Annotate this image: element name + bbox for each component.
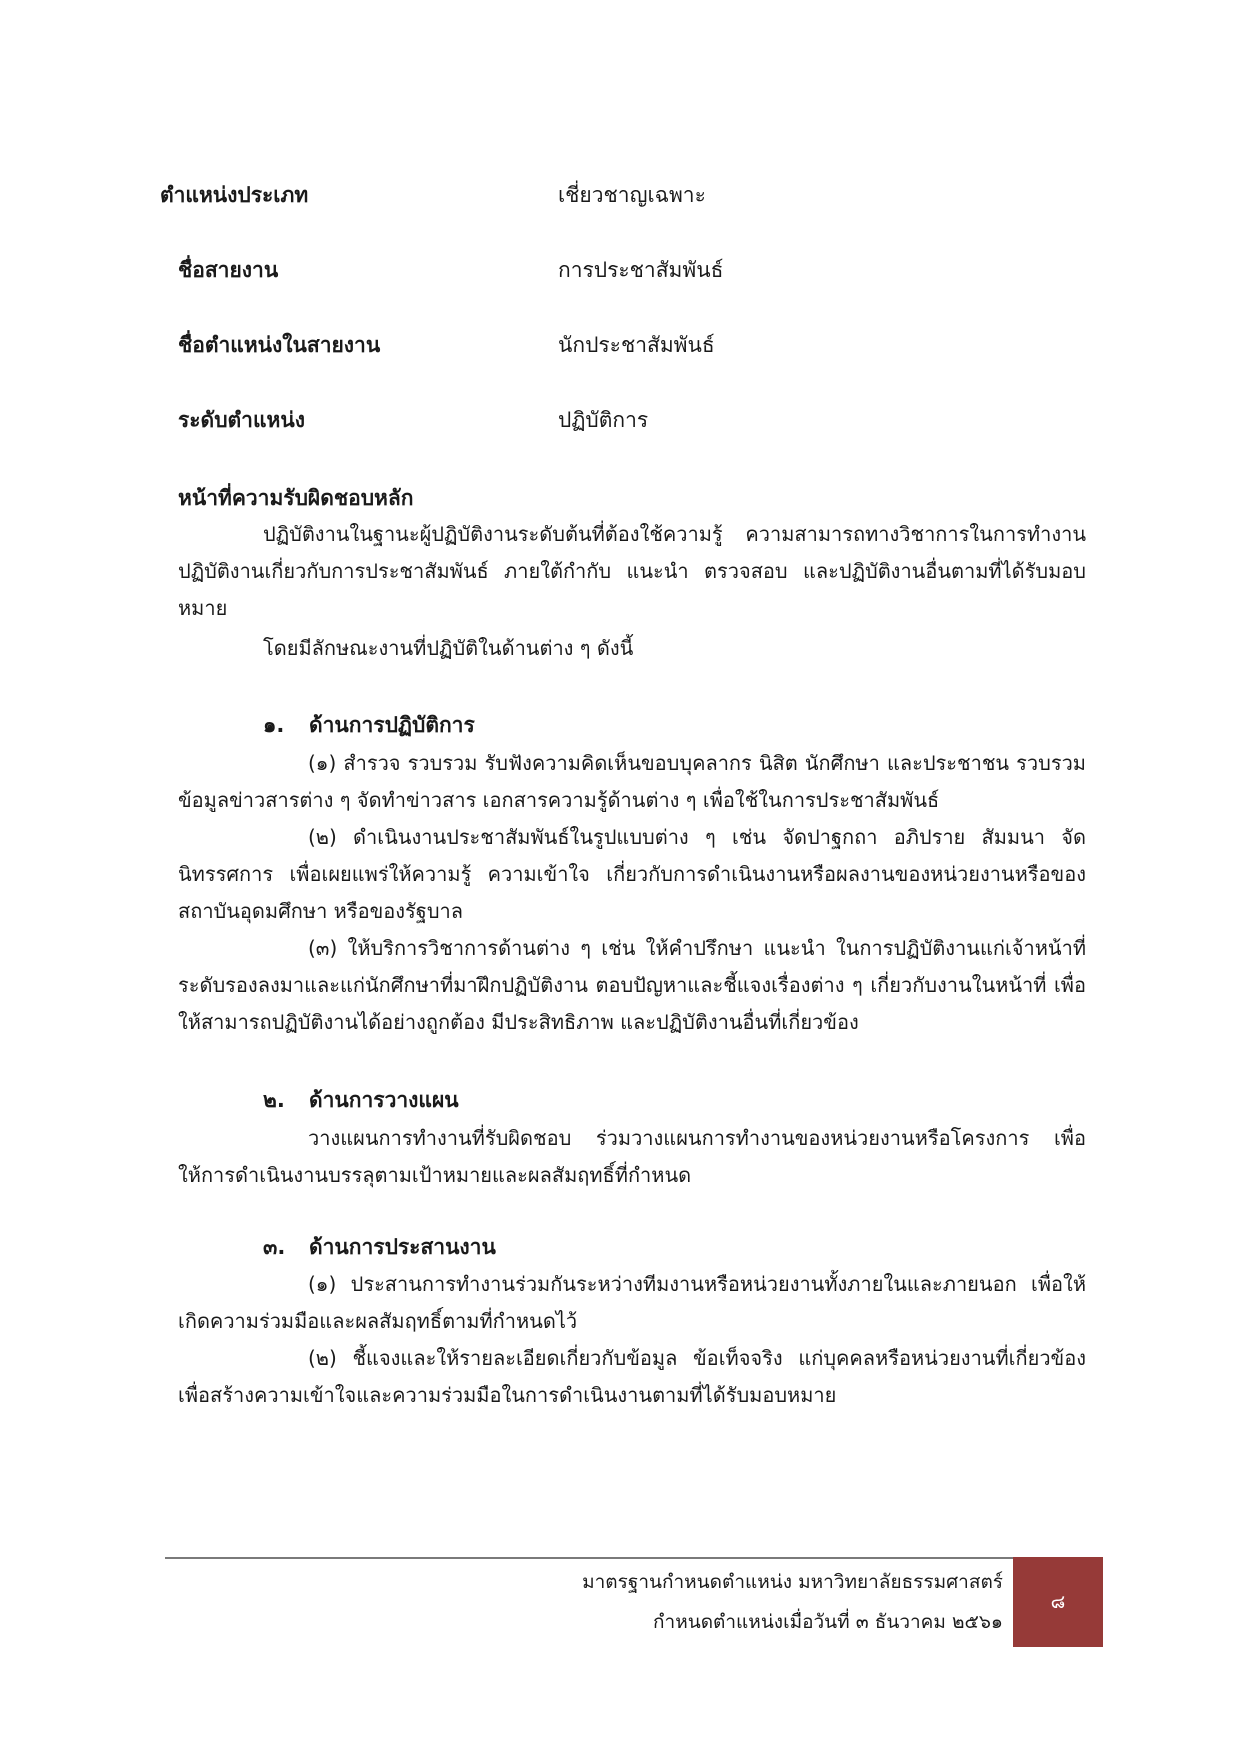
field-value: เชี่ยวชาญเฉพาะ	[558, 183, 706, 207]
duties-heading: หน้าที่ความรับผิดชอบหลัก	[178, 486, 414, 510]
section-item: (๑) ประสานการทำงานร่วมกันระหว่างทีมงานหรือหน่วยงานทั้งภายในและภายนอก เพื่อให้เกิดความร่วมมือและผลสัมฤทธิ์ตามที่กำหนดไว้	[178, 1272, 1086, 1333]
duties-paragraph: ปฏิบัติงานในฐานะผู้ปฏิบัติงานระดับต้นที่ต้องใช้ความรู้ ความสามารถทางวิชาการในการทำงาน ปฏิบัติงานเกี่ยวกับการประชาสัมพันธ์ ภายใต้กำกับ แนะนำ ตรวจสอบ และปฏิบัติงานอื่นตามที่ได้รับมอบหมาย	[178, 522, 1086, 620]
section-title: ด้านการประสานงาน	[309, 1235, 496, 1259]
field-position-name	[178, 330, 1078, 360]
section-item: (๓) ให้บริการวิชาการด้านต่าง ๆ เช่น ให้คำปรึกษา แนะนำ ในการปฏิบัติงานแก่เจ้าหน้าที่ระดับรองลงมาและแก่นักศึกษาที่มาฝึกปฏิบัติงาน ตอบปัญหาและชี้แจงเรื่องต่าง ๆ เกี่ยวกับงานในหน้าที่ เพื่อให้สามารถปฏิบัติงานได้อย่างถูกต้อง มีประสิทธิภาพ และปฏิบัติงานอื่นที่เกี่ยวข้อง	[178, 936, 1086, 1034]
section-title: ด้านการวางแผน	[309, 1088, 459, 1112]
section-number: ๒.	[263, 1088, 285, 1112]
section-title: ด้านการปฏิบัติการ	[309, 713, 475, 737]
section-heading	[263, 710, 475, 740]
section-heading	[263, 1085, 459, 1115]
field-value: ปฏิบัติการ	[558, 408, 649, 432]
page-number: ๘	[1050, 1591, 1066, 1613]
footer-date-line: กำหนดตำแหน่งเมื่อวันที่ ๓ ธันวาคม ๒๕๖๑	[653, 1611, 1003, 1633]
footer-standard-title: มาตรฐานกำหนดตำแหน่ง มหาวิทยาลัยธรรมศาสตร์	[582, 1571, 1003, 1593]
field-label: ระดับตำแหน่ง	[178, 408, 305, 432]
section-item: (๑) สำรวจ รวบรวม รับฟังความคิดเห็นขอบบุคลากร นิสิต นักศึกษา และประชาชน รวบรวมข้อมูลข่าวสารต่าง ๆ จัดทำข่าวสาร เอกสารความรู้ด้านต่าง ๆ เพื่อใช้ในการประชาสัมพันธ์	[178, 751, 1086, 812]
field-value: นักประชาสัมพันธ์	[558, 333, 715, 357]
field-line-of-work	[178, 255, 1078, 285]
section-heading	[263, 1232, 496, 1262]
section-item: วางแผนการทำงานที่รับผิดชอบ ร่วมวางแผนการทำงานของหน่วยงานหรือโครงการ เพื่อให้การดำเนินงานบรรลุตามเป้าหมายและผลสัมฤทธิ์ที่กำหนด	[178, 1126, 1086, 1187]
duties-intro: โดยมีลักษณะงานที่ปฏิบัติในด้านต่าง ๆ ดังนี้	[263, 636, 634, 660]
section-item: (๒) ชี้แจงและให้รายละเอียดเกี่ยวกับข้อมูล ข้อเท็จจริง แก่บุคคลหรือหน่วยงานที่เกี่ยวข้อง เพื่อสร้างความเข้าใจและความร่วมมือในการดำเนินงานตามที่ได้รับมอบหมาย	[178, 1346, 1086, 1407]
section-number: ๓.	[263, 1235, 286, 1259]
field-position-type	[160, 180, 1060, 210]
field-label: ชื่อตำแหน่งในสายงาน	[178, 333, 381, 357]
field-value: การประชาสัมพันธ์	[558, 258, 724, 282]
field-label: ชื่อสายงาน	[178, 258, 279, 282]
section-number: ๑.	[263, 713, 285, 737]
footer-divider	[165, 1557, 1013, 1559]
page-number-badge	[1013, 1557, 1103, 1647]
field-label: ตำแหน่งประเภท	[160, 183, 309, 207]
field-position-level	[178, 405, 1078, 435]
section-item: (๒) ดำเนินงานประชาสัมพันธ์ในรูปแบบต่าง ๆ เช่น จัดปาฐกถา อภิปราย สัมมนา จัดนิทรรศการ เพื่อเผยแพร่ให้ความรู้ ความเข้าใจ เกี่ยวกับการดำเนินงานหรือผลงานของหน่วยงานหรือของสถาบันอุดมศึกษา หรือของรัฐบาล	[178, 825, 1086, 923]
